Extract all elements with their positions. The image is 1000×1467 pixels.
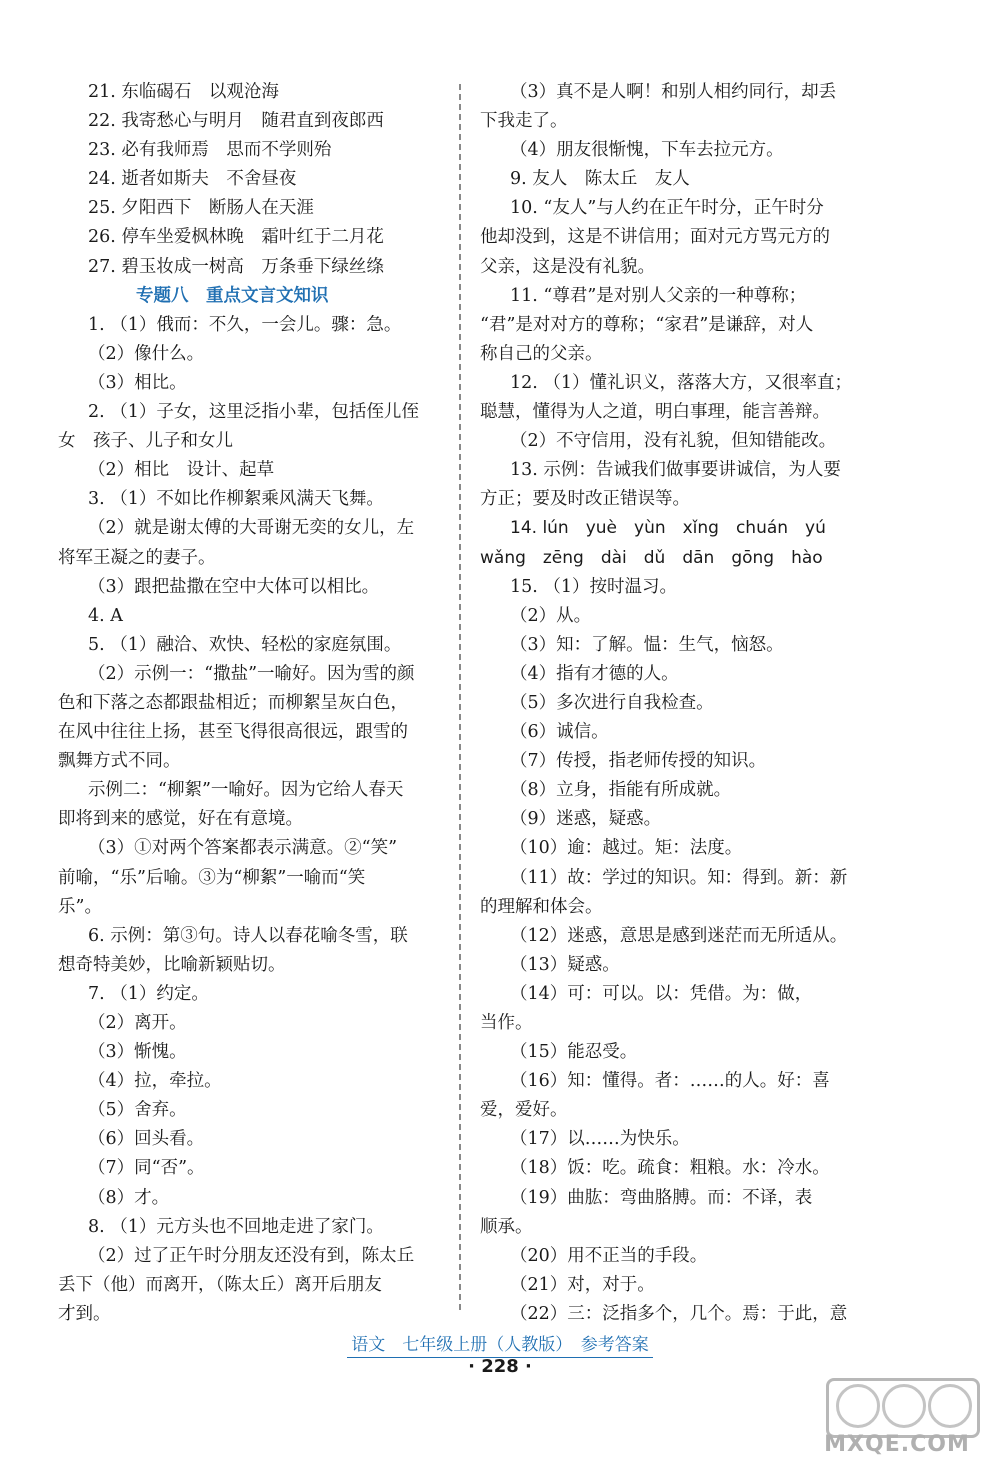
- answer-line: （15）能忍受。: [510, 1042, 638, 1063]
- answer-line: （2）就是谢太傅的大哥谢无奕的女儿，左: [88, 518, 415, 539]
- answer-line: （7）同“否”。: [88, 1158, 205, 1179]
- answer-line: 在风中往往上扬，甚至飞得很高很远，跟雪的: [58, 722, 408, 743]
- answer-line: 聪慧，懂得为人之道，明白事理，能言善辩。: [480, 402, 830, 423]
- answer-line: 当作。: [480, 1013, 533, 1033]
- answer-line: （2）离开。: [88, 1013, 187, 1033]
- answer-line: （4）朋友很惭愧，下车去拉元方。: [510, 140, 784, 161]
- answer-line: 10. “友人”与人约在正午时分，正午时分: [510, 198, 824, 219]
- answer-line: 8. （1）元方头也不回地走进了家门。: [88, 1216, 384, 1237]
- answer-line: （20）用不正当的手段。: [510, 1245, 708, 1266]
- verse-answer-line: 24. 逝者如斯夫 不舍昼夜: [88, 169, 297, 190]
- answer-line: “君”是对对方的尊称；“家君”是谦辞，对人: [480, 314, 814, 335]
- answer-line: 他却没到，这是不讲信用；面对元方骂元方的: [480, 227, 830, 248]
- answer-line: （6）回头看。: [88, 1129, 205, 1150]
- answer-line: （6）诚信。: [510, 722, 609, 743]
- answer-line: 爱，爱好。: [480, 1100, 568, 1121]
- answer-line: 下我走了。: [480, 111, 568, 132]
- answer-line: 顺承。: [480, 1216, 533, 1237]
- answer-line: 示例二：“柳絮”一喻好。因为它给人春天: [88, 780, 404, 801]
- answer-line: （7）传授，指老师传授的知识。: [510, 751, 767, 772]
- answer-line: 12. （1）懂礼识义，落落大方，又很率直；: [510, 372, 853, 393]
- answer-line: 4. A: [88, 605, 123, 626]
- answer-line: 15. （1）按时温习。: [510, 576, 678, 597]
- watermark-logo: [812, 1378, 982, 1460]
- answer-line: （22）三：泛指多个，几个。焉：于此，意: [510, 1303, 848, 1324]
- pinyin-line: wǎng zēng dài dǔ dān gōng hào: [480, 547, 823, 568]
- answer-line: （3）真不是人啊！和别人相约同行，却丢: [510, 82, 837, 102]
- answer-line: （2）像什么。: [88, 343, 205, 364]
- answer-line: 父亲，这是没有礼貌。: [480, 256, 655, 277]
- watermark-text: MXQE.COM: [824, 1432, 970, 1457]
- verse-answer-line: 27. 碧玉妆成一树高 万条垂下绿丝绦: [88, 256, 384, 277]
- answer-line: 色和下落之态都跟盐相近；而柳絮呈灰白色，: [58, 692, 408, 713]
- watermark-glyph-icon: [882, 1384, 926, 1428]
- answer-line: 前喻，“乐”后喻。③为“柳絮”一喻而“笑: [58, 867, 366, 888]
- section-heading: 专题八 重点文言文知识: [136, 285, 329, 306]
- answer-line: （12）迷惑，意思是感到迷茫而无所适从。: [510, 925, 848, 946]
- right-column: [480, 78, 868, 1329]
- answer-line: 11. “尊君”是对别人父亲的一种尊称；: [510, 285, 807, 306]
- answer-line: 乐”。: [58, 896, 102, 917]
- answer-line: 方正；要及时改正错误等。: [480, 489, 690, 510]
- answer-line: 6. 示例：第③句。诗人以春花喻冬雪，联: [88, 925, 408, 946]
- column-divider: [459, 84, 461, 1310]
- answer-line: （3）①对两个答案都表示满意。②“笑”: [88, 838, 398, 859]
- watermark-glyph-icon: [928, 1384, 972, 1428]
- answer-line: （18）饭：吃。疏食：粗粮。水：冷水。: [510, 1158, 830, 1179]
- answer-line: 的理解和体会。: [480, 896, 603, 917]
- answer-line: 5. （1）融洽、欢快、轻松的家庭氛围。: [88, 634, 402, 655]
- answer-line: （2）过了正午时分朋友还没有到，陈太丘: [88, 1245, 415, 1266]
- answer-line: （17）以……为快乐。: [510, 1129, 690, 1150]
- answer-line: 称自己的父亲。: [480, 343, 603, 364]
- answer-line: （21）对，对于。: [510, 1274, 655, 1295]
- answer-line: （3）惭愧。: [88, 1042, 187, 1063]
- answer-line: 飘舞方式不同。: [58, 751, 181, 772]
- answer-line: 才到。: [58, 1303, 111, 1324]
- answer-line: （2）不守信用，没有礼貌，但知错能改。: [510, 431, 837, 452]
- footer-book-title: 语文 七年级上册（人教版） 参考答案: [0, 1330, 1000, 1355]
- answer-line: 1. （1）俄而：不久，一会儿。骤：急。: [88, 314, 402, 335]
- answer-line: 9. 友人 陈太丘 友人: [510, 169, 690, 190]
- answer-line: （4）指有才德的人。: [510, 663, 679, 684]
- answer-line: （2）相比 设计、起草: [88, 460, 275, 481]
- verse-answer-line: 25. 夕阳西下 断肠人在天涯: [88, 198, 314, 219]
- left-column: [58, 78, 436, 1329]
- answer-line: 即将到来的感觉，好在有意境。: [58, 809, 303, 830]
- answer-line: （3）知：了解。愠：生气，恼怒。: [510, 634, 784, 655]
- answer-line: （11）故：学过的知识。知：得到。新：新: [510, 867, 848, 888]
- answer-line: （16）知：懂得。者：……的人。好：喜: [510, 1071, 830, 1092]
- answer-line: （9）迷惑，疑惑。: [510, 809, 662, 830]
- answer-line: 7. （1）约定。: [88, 983, 209, 1004]
- answer-line: （2）从。: [510, 605, 592, 626]
- verse-answer-line: 26. 停车坐爱枫林晚 霜叶红于二月花: [88, 227, 384, 248]
- answer-line: （5）多次进行自我检查。: [510, 692, 714, 713]
- answer-line: 13. 示例：告诫我们做事要讲诚信，为人要: [510, 460, 841, 481]
- answer-line: （8）才。: [88, 1187, 170, 1208]
- answer-line: （10）逾：越过。矩：法度。: [510, 838, 743, 859]
- answer-line: 女 孩子、儿子和女儿: [58, 431, 233, 452]
- page-number: · 228 ·: [468, 1356, 532, 1377]
- pinyin-line: 14. lún yuè yùn xǐng chuán yú: [510, 518, 826, 539]
- verse-answer-line: 21. 东临碣石 以观沧海: [88, 82, 279, 102]
- answer-line: （5）舍弃。: [88, 1100, 187, 1121]
- answer-line: （19）曲肱：弯曲胳膊。而：不译，表: [510, 1187, 813, 1208]
- answer-line: （3）相比。: [88, 372, 187, 393]
- answer-line: （4）拉，牵拉。: [88, 1071, 222, 1092]
- answer-line: （2）示例一：“撒盐”一喻好。因为雪的颜: [88, 663, 415, 684]
- answer-line: （3）跟把盐撒在空中大体可以相比。: [88, 576, 380, 597]
- verse-answer-line: 22. 我寄愁心与明月 随君直到夜郎西: [88, 111, 384, 132]
- answer-line: 想奇特美妙，比喻新颖贴切。: [58, 954, 286, 975]
- answer-line: （8）立身，指能有所成就。: [510, 780, 732, 801]
- answer-line: （13）疑惑。: [510, 954, 620, 975]
- watermark-glyph-icon: [836, 1384, 880, 1428]
- answer-line: 3. （1）不如比作柳絮乘风满天飞舞。: [88, 489, 384, 510]
- answer-line: （14）可：可以。以：凭借。为：做，: [510, 983, 813, 1004]
- answer-line: 将军王凝之的妻子。: [58, 547, 216, 568]
- answer-line: 2. （1）子女，这里泛指小辈，包括侄儿侄: [88, 402, 419, 423]
- verse-answer-line: 23. 必有我师焉 思而不学则殆: [88, 140, 332, 161]
- answer-line: 丢下（他）而离开，（陈太丘）离开后朋友: [58, 1274, 382, 1295]
